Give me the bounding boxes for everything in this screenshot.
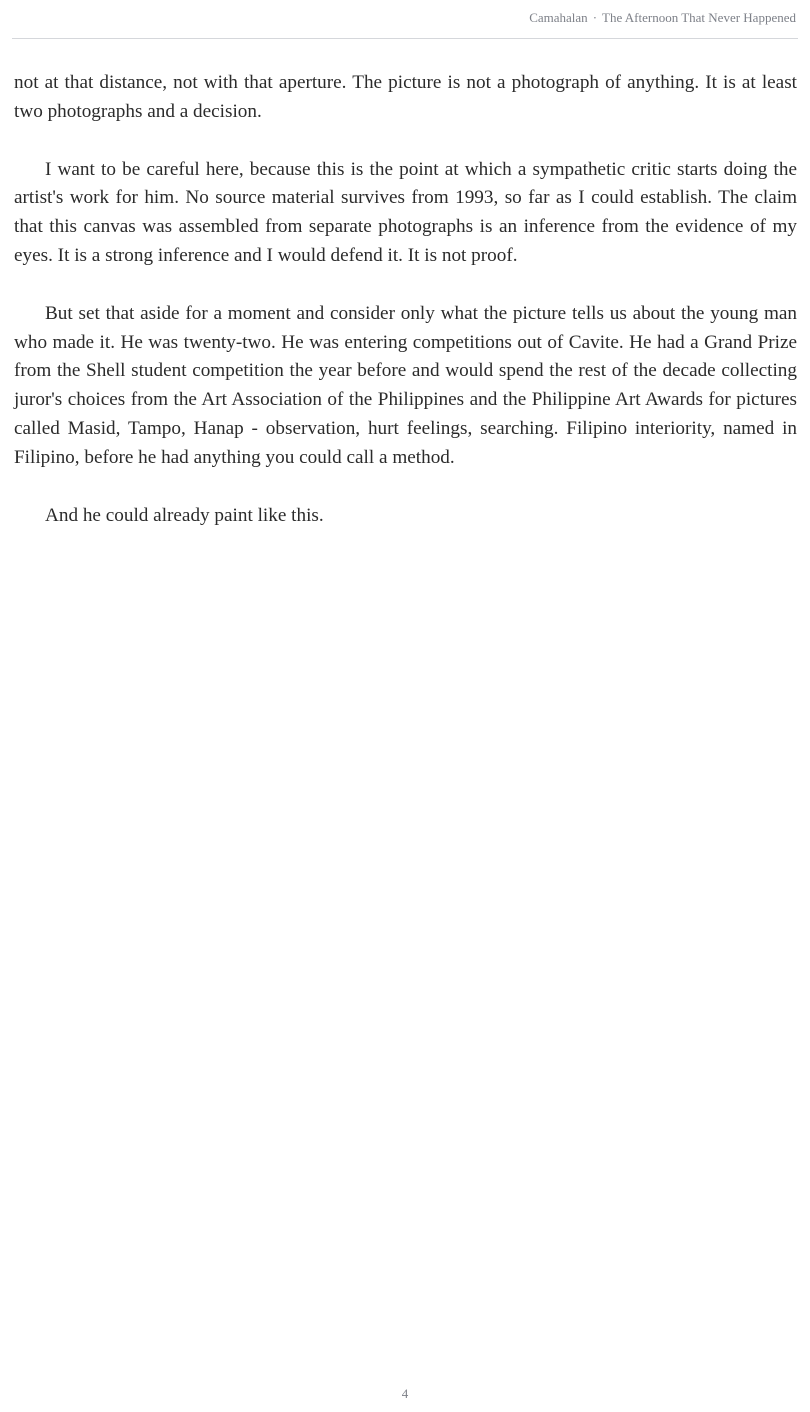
header-divider bbox=[12, 38, 798, 39]
header-author: Camahalan bbox=[529, 10, 588, 25]
paragraph: And he could already paint like this. bbox=[45, 504, 324, 526]
running-header bbox=[529, 10, 796, 26]
paragraph: I want to be careful here, because this is the point at which a sympathetic critic starts doing the artist's work for him. No source material survives from 1993, so far as I could establish. The claim that this canvas was assembled from separate photographs is an inference from the evidence of my eyes. It is a strong inference and I would defend it. It is not proof. bbox=[14, 158, 797, 266]
paragraph-continued: not at that distance, not with that aperture. The picture is not a photograph of anything. It is at least two photographs and a decision. bbox=[14, 72, 797, 122]
paragraph: But set that aside for a moment and consider only what the picture tells us about the young man who made it. He was twenty-two. He was entering competitions out of Cavite. He had a Grand Prize from the Shell student competition the year before and would spend the rest of the decade collecting juror's choices from the Art Association of the Philippines and the Philippine Art Awards for pictures called Masid, Tampo, Hanap - observation, hurt feelings, searching. Filipino interiority, named in Filipino, before he had anything you could call a method. bbox=[14, 302, 797, 468]
body-text bbox=[14, 69, 797, 559]
page-number: 4 bbox=[401, 1386, 409, 1401]
header-title: The Afternoon That Never Happened bbox=[602, 10, 796, 25]
header-separator: · bbox=[592, 10, 598, 25]
